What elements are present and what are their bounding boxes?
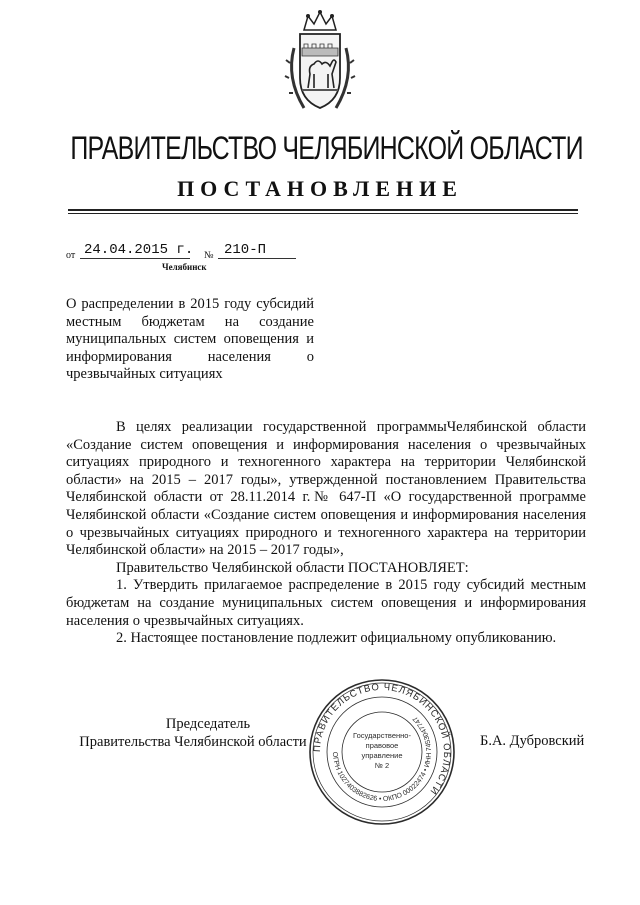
official-seal (308, 678, 456, 826)
coat-of-arms-icon (284, 8, 356, 120)
document-number: 210-П (224, 242, 267, 258)
signatory-name: Б.А. Дубровский (480, 733, 585, 749)
seal-outer-text: ПРАВИТЕЛЬСТВО ЧЕЛЯБИНСКОЙ ОБЛАСТИ (311, 681, 453, 797)
decree-item: 1. Утвердить прилагаемое распределение в 2015 году субсидий местным бюджетам на создание муниципальных систем оповещения и информирования населения о чрезвычайных ситуациях. (66, 577, 586, 629)
city-label: Челябинск (162, 262, 207, 272)
document-date: 24.04.2015 г. (84, 242, 194, 258)
seal-codes-text: ОГРН 1027403882626 • ОКПО 00022474 • ИНН 7453047747 (330, 714, 434, 804)
authority-title: ПРАВИТЕЛЬСТВО ЧЕЛЯБИНСКОЙ ОБЛАСТИ (70, 130, 583, 166)
signatory-title-line2: Правительства Челябинской области (79, 734, 307, 750)
seal-inner-line3: управление (361, 751, 403, 760)
number-underline (218, 258, 296, 259)
seal-inner-line1: Государственно- (353, 731, 411, 740)
decree-item: 2. Настоящее постановление подлежит официальному опубликованию. (116, 630, 557, 647)
signatory-title-line1: Председатель (165, 716, 251, 732)
header-rule-thin (68, 213, 578, 214)
document-body (66, 419, 586, 648)
document-type: ПОСТАНОВЛЕНИЕ (177, 176, 463, 201)
body-intro: В целях реализации государственной программыЧелябинской области «Создание систем оповещения и информирования населения о чрезвычайных ситуациях природного и техногенного характера на территории Челябинской области» на 2015 – 2017 годы», утвержденной постановлением Правительства Челябинской области от 28.11.2014 г.№ 647-П «О государственной программе Челябинской области «Создание систем оповещения и информирования населения о чрезвычайных ситуациях природного и техногенного характера на территории Челябинской области» на 2015 – 2017 годы», (66, 419, 586, 559)
date-underline (80, 258, 190, 259)
number-label: № (204, 250, 214, 261)
signatory-title (70, 715, 316, 751)
decree-line: Правительство Челябинской области ПОСТАНОВЛЯЕТ: (116, 559, 469, 576)
document-subject: О распределении в 2015 году субсидий местным бюджетам на создание муниципальных систем оповещения и информирования населения о чрезвычайных ситуациях (66, 296, 314, 382)
seal-inner-line2: правовое (365, 741, 399, 750)
header-rule (68, 209, 578, 211)
date-label: от (66, 250, 76, 261)
seal-inner-line4: № 2 (374, 761, 390, 770)
